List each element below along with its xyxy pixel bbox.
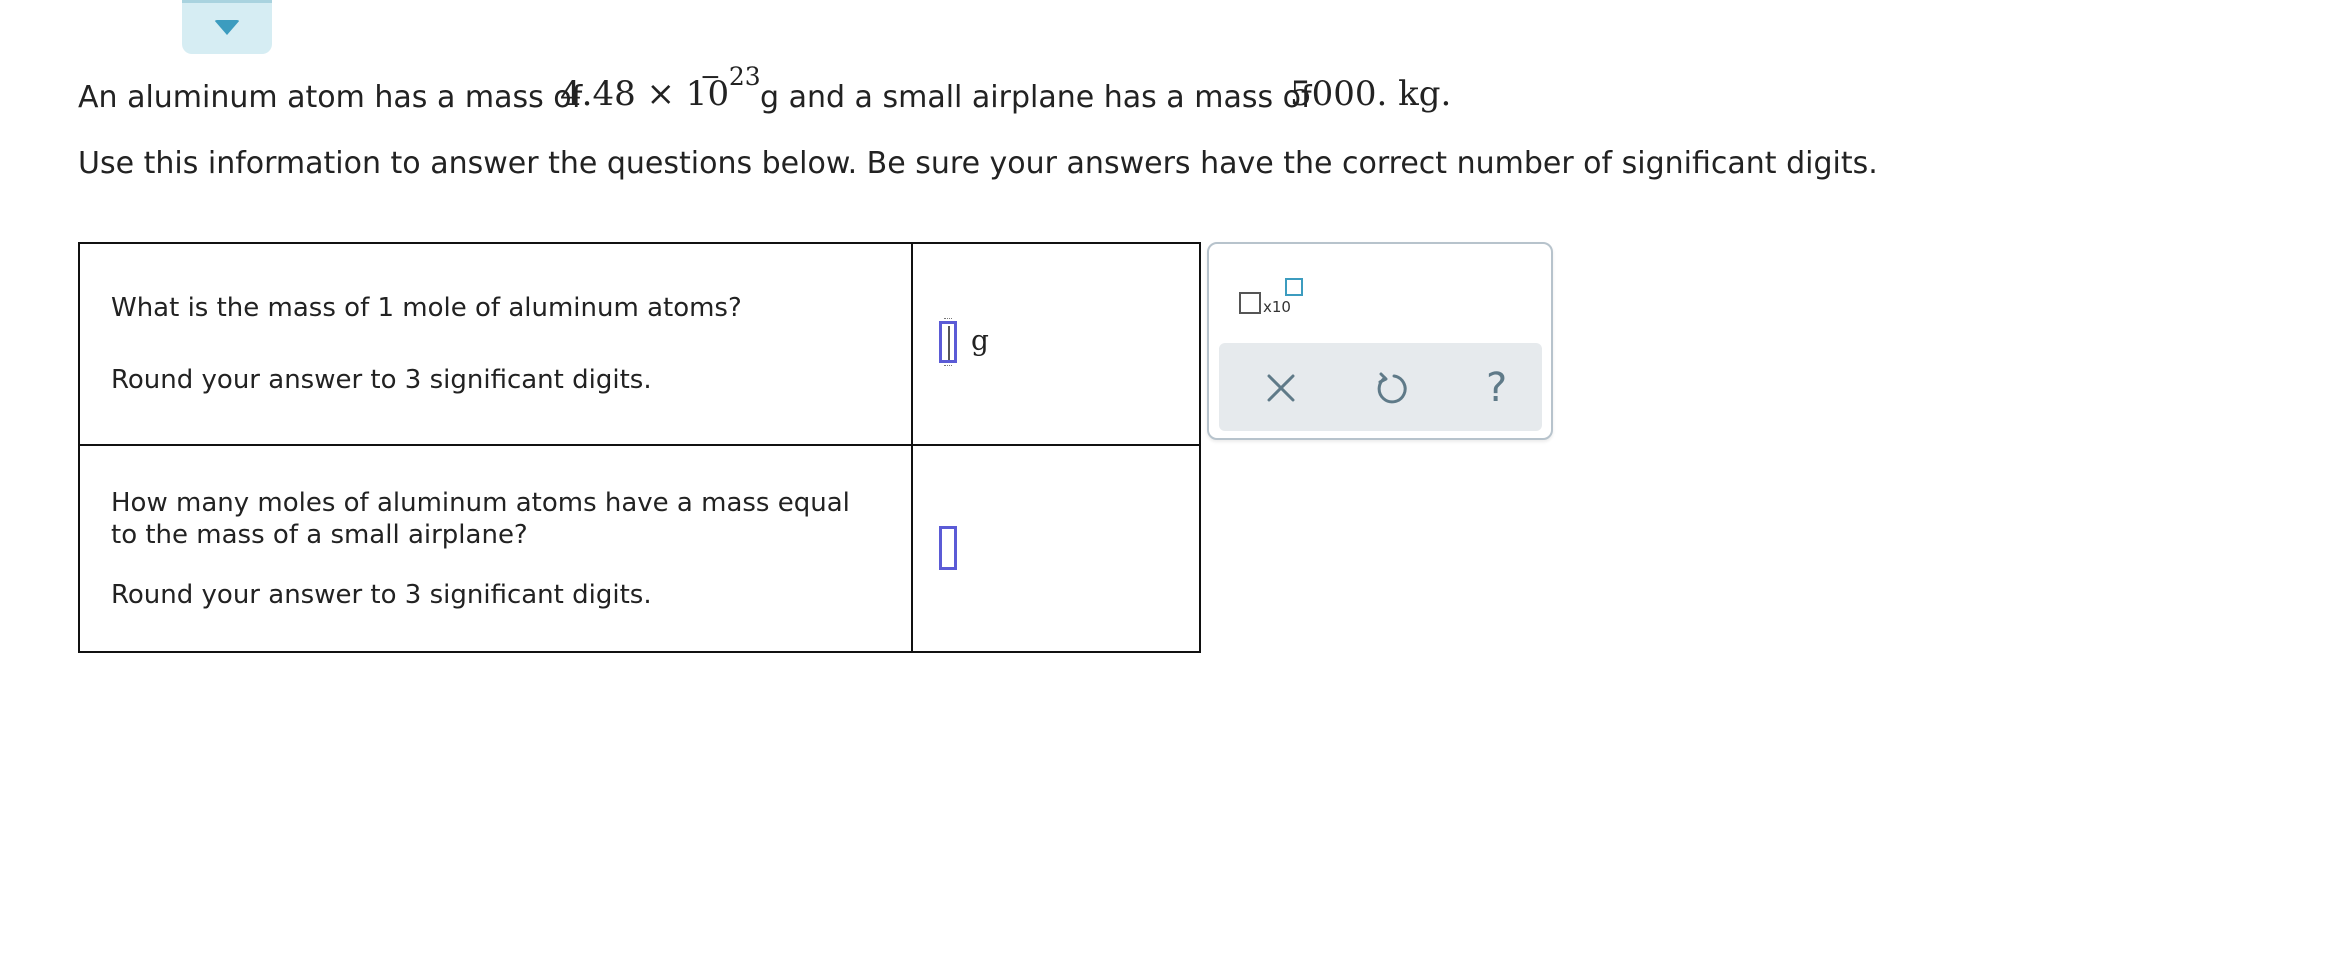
airplane-mass-value: 5000. kg.: [1290, 74, 1452, 114]
answer-input-moles[interactable]: [939, 526, 957, 570]
toolbox-action-bar: [1219, 343, 1542, 431]
help-icon: ?: [1486, 365, 1508, 411]
question-text: What is the mass of 1 mole of aluminum atoms?: [111, 293, 742, 323]
atom-mass-exponent: − 23: [700, 62, 761, 91]
undo-icon: [1366, 363, 1416, 413]
scientific-notation-button[interactable]: [1239, 278, 1299, 324]
x10-label: x10: [1263, 298, 1291, 316]
unit-label: g: [971, 324, 989, 357]
problem-text-a: An aluminum atom has a mass of: [78, 80, 583, 115]
question-table: [78, 242, 1201, 653]
round-instruction: Round your answer to 3 significant digits.: [111, 365, 652, 395]
table-row: [79, 445, 1200, 652]
close-icon: [1256, 363, 1306, 413]
undo-button[interactable]: [1366, 363, 1416, 413]
collapse-tab[interactable]: [182, 0, 272, 54]
problem-text-b: g and a small airplane has a mass of: [760, 80, 1312, 115]
answer-cell: [912, 445, 1200, 652]
help-button[interactable]: [1476, 363, 1526, 413]
answer-toolbox: [1207, 242, 1553, 440]
answer-input-mass[interactable]: [939, 321, 957, 363]
caret-down-icon: [214, 20, 240, 35]
answer-cell: [912, 243, 1200, 445]
table-row: [79, 243, 1200, 445]
round-instruction: Round your answer to 3 significant digits.: [111, 579, 652, 610]
question-cell: [79, 445, 912, 652]
instructions: Use this information to answer the questions below. Be sure your answers have the correct number of significant digits.: [78, 146, 1878, 181]
text-cursor: [948, 326, 950, 360]
question-cell: [79, 243, 912, 445]
exponent-box-icon: [1285, 278, 1303, 296]
question-text: How many moles of aluminum atoms have a mass equal to the mass of a small airplane?: [111, 487, 850, 550]
atom-mass-coefficient: 4.48 × 10: [560, 74, 730, 114]
clear-button[interactable]: [1256, 363, 1306, 413]
base-box-icon: [1239, 292, 1261, 314]
